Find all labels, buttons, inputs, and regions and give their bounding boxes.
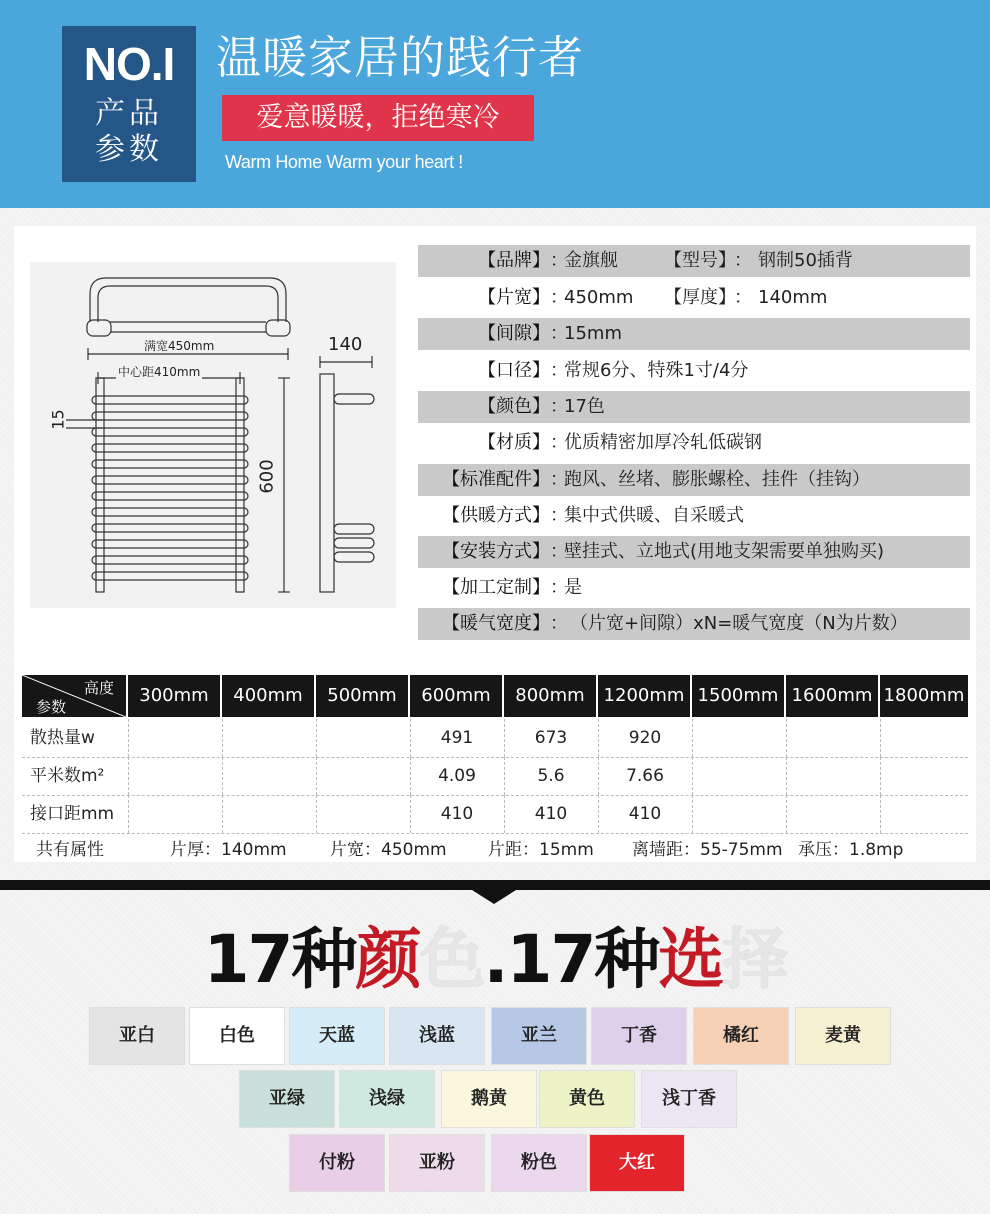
spec-label: 【标准配件】	[442, 469, 550, 490]
spec-colon: ：	[734, 250, 752, 271]
spec-colon: ：	[550, 287, 568, 308]
table-cell: 410	[628, 804, 662, 824]
spec-colon: ：	[550, 432, 568, 453]
thickness-label: 140	[328, 334, 363, 355]
color-swatch: 大红	[590, 1135, 684, 1191]
color-swatch: 白色	[190, 1008, 284, 1064]
color-swatch: 丁香	[592, 1008, 686, 1064]
header-cell: 1500mm	[697, 685, 779, 706]
color-swatch: 亚白	[90, 1008, 184, 1064]
spec-label: 【供暖方式】	[442, 505, 550, 526]
spec-label: 【加工定制】	[442, 577, 550, 598]
spec-value-2: 钢制50插背	[758, 250, 853, 271]
spec-row-total-width	[418, 608, 970, 640]
color-swatch: 浅蓝	[390, 1008, 484, 1064]
heading-part: 颜	[355, 921, 420, 998]
spec-label: 【材质】	[478, 432, 550, 453]
spec-value: 常规6分、特殊1寸/4分	[564, 360, 749, 381]
section-divider	[0, 880, 990, 890]
height-label: 600	[256, 459, 278, 494]
spec-value-2: 140mm	[758, 287, 828, 308]
table-cell: 410	[534, 804, 568, 824]
badge-number: NO.I	[83, 38, 175, 90]
spec-label: 【暖气宽度】	[442, 613, 550, 634]
radiator-drawing	[30, 262, 396, 608]
common-attr: 离墙距：55-75mm	[632, 840, 783, 860]
divider-notch	[472, 890, 516, 904]
common-attr: 片距：15mm	[488, 840, 594, 860]
spec-row-width	[418, 282, 970, 314]
common-attr: 片厚：140mm	[170, 840, 287, 860]
badge-line2: 参数	[95, 132, 163, 167]
section-badge	[62, 26, 196, 182]
table-cell: 920	[628, 728, 662, 748]
common-properties-row	[22, 833, 968, 867]
english-tagline: Warm Home Warm your heart !	[225, 152, 463, 172]
row-label: 接口距mm	[30, 804, 115, 824]
row-label: 共有属性	[36, 840, 104, 860]
spec-label: 【颜色】	[478, 396, 550, 417]
table-header	[22, 675, 968, 717]
spec-colon: ：	[550, 396, 568, 417]
spec-colon: ：	[550, 577, 568, 598]
color-swatch: 鹅黄	[442, 1071, 536, 1127]
heading-part: 择	[722, 921, 787, 998]
header-cell: 500mm	[327, 685, 397, 706]
table-cell: 491	[440, 728, 474, 748]
color-swatch: 浅丁香	[642, 1071, 736, 1127]
corner-bottom-label: 参数	[36, 698, 67, 716]
spec-row-brand	[418, 245, 970, 277]
table-row	[22, 719, 968, 758]
color-swatch: 黄色	[540, 1071, 634, 1127]
corner-top-label: 高度	[84, 679, 115, 697]
spec-label-2: 【型号】	[664, 250, 736, 271]
spec-value: 金旗舰	[564, 250, 618, 271]
spec-value: 优质精密加厚冷轧低碳钢	[564, 432, 762, 453]
radiator-diagram	[30, 262, 396, 608]
color-swatch: 橘红	[694, 1008, 788, 1064]
heading-part: 选	[658, 921, 723, 998]
spec-label: 【片宽】	[478, 287, 550, 308]
table-row	[22, 795, 968, 834]
spec-label: 【间隙】	[478, 323, 550, 344]
color-swatch: 麦黄	[796, 1008, 890, 1064]
header-cell: 1200mm	[603, 685, 685, 706]
table-cell: 673	[534, 728, 568, 748]
table-cell: 5.6	[537, 766, 565, 786]
header-cell: 400mm	[233, 685, 303, 706]
color-swatch: 粉色	[492, 1135, 586, 1191]
header-cell: 300mm	[139, 685, 209, 706]
spec-row-caliber	[418, 355, 970, 387]
spec-colon: ：	[550, 360, 568, 381]
badge-line1: 产品	[95, 96, 163, 131]
page-title: 温暖家居的践行者	[216, 31, 585, 84]
row-label: 平米数m²	[30, 766, 105, 786]
color-swatch: 亚绿	[240, 1071, 334, 1127]
spec-value: 集中式供暖、自采暖式	[564, 505, 744, 526]
header-cell: 1800mm	[883, 685, 965, 706]
row-label: 散热量w	[30, 728, 95, 748]
spec-colon: ：	[550, 250, 568, 271]
spec-value: 壁挂式、立地式(用地支架需要单独购买)	[564, 541, 885, 562]
spec-colon: ：	[550, 613, 568, 634]
spec-row-custom	[418, 572, 970, 604]
table-cell: 7.66	[626, 766, 664, 786]
spec-row-gap	[418, 318, 970, 350]
spec-label: 【安装方式】	[442, 541, 550, 562]
spec-colon: ：	[550, 323, 568, 344]
heading-part: 色	[419, 921, 484, 998]
spec-colon: ：	[550, 541, 568, 562]
spec-label-2: 【厚度】	[664, 287, 736, 308]
spec-row-install	[418, 536, 970, 568]
header-cell: 800mm	[515, 685, 585, 706]
heading-part: .17种	[483, 921, 659, 998]
spec-row-material	[418, 427, 970, 459]
spec-value: 15mm	[564, 323, 622, 344]
spec-value: 17色	[564, 396, 605, 417]
color-swatch: 亚兰	[492, 1008, 586, 1064]
table-cell: 410	[440, 804, 474, 824]
spec-row-color	[418, 391, 970, 423]
table-cell: 4.09	[438, 766, 476, 786]
header-cell: 600mm	[421, 685, 491, 706]
spec-colon: ：	[550, 505, 568, 526]
full-width-label: 满宽450mm	[144, 339, 215, 353]
color-swatch: 亚粉	[390, 1135, 484, 1191]
color-swatch: 浅绿	[340, 1071, 434, 1127]
spec-label: 【口径】	[478, 360, 550, 381]
colors-heading	[0, 920, 990, 1000]
spec-value: （片宽+间隙）xN=暖气宽度（N为片数）	[570, 613, 908, 634]
spec-label: 【品牌】	[478, 250, 550, 271]
table-row	[22, 757, 968, 796]
header-cell: 1600mm	[791, 685, 873, 706]
spec-row-accessories	[418, 464, 970, 496]
color-swatch: 天蓝	[290, 1008, 384, 1064]
spec-colon: ：	[550, 469, 568, 490]
gap-label: 15	[48, 409, 68, 430]
spec-value: 是	[564, 577, 582, 598]
color-swatch: 付粉	[290, 1135, 384, 1191]
common-attr: 承压：1.8mp	[798, 840, 904, 860]
common-attr: 片宽：450mm	[330, 840, 447, 860]
spec-row-heating	[418, 500, 970, 532]
spec-value: 跑风、丝堵、膨胀螺栓、挂件（挂钩）	[564, 469, 870, 490]
slogan-banner: 爱意暖暖，拒绝寒冷	[222, 95, 534, 141]
center-distance-label: 中心距410mm	[118, 365, 201, 379]
spec-value: 450mm	[564, 287, 634, 308]
heading-part: 17种	[203, 921, 356, 998]
spec-colon: ：	[734, 287, 752, 308]
